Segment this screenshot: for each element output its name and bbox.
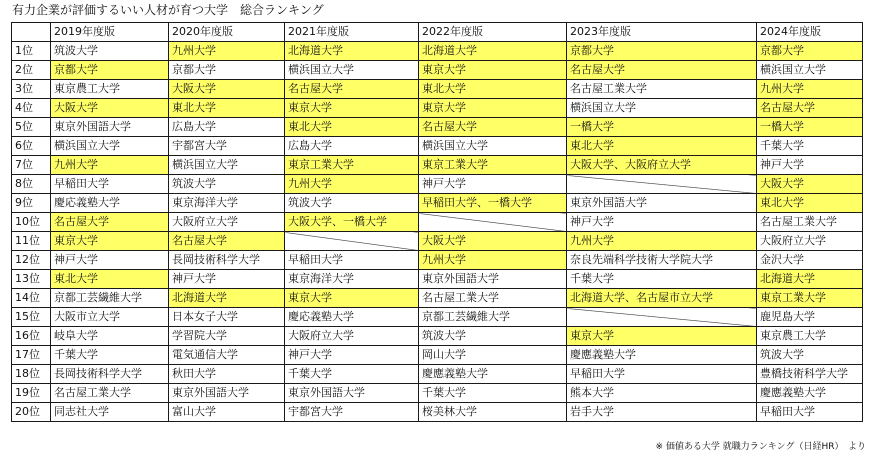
header-2019: 2019年度版 (51, 23, 169, 42)
rank-cell: 14位 (12, 289, 51, 308)
table-cell: 京都大学 (51, 61, 169, 80)
rank-cell: 19位 (12, 384, 51, 403)
table-cell: 大阪大学、大阪府立大学 (567, 156, 757, 175)
rank-cell: 15位 (12, 308, 51, 327)
tie-empty-cell (567, 175, 757, 194)
rank-cell: 16位 (12, 327, 51, 346)
table-row (12, 213, 863, 232)
table-cell: 一橋大学 (567, 118, 757, 137)
table-cell: 東北大学 (51, 270, 169, 289)
table-cell: 慶應義塾大学 (757, 384, 863, 403)
header-row (12, 23, 863, 42)
table-cell: 電気通信大学 (169, 346, 285, 365)
table-cell: 東京外国語大学 (51, 118, 169, 137)
header-2023: 2023年度版 (567, 23, 757, 42)
table-cell: 九州大学 (51, 156, 169, 175)
table-cell: 慶応義塾大学 (51, 194, 169, 213)
table-cell: 東京外国語大学 (169, 384, 285, 403)
table-row (12, 175, 863, 194)
page-title: 有力企業が評価するいい人材が育つ大学 総合ランキング (12, 3, 324, 17)
table-cell: 京都大学 (169, 61, 285, 80)
table-cell: 九州大学 (169, 42, 285, 61)
tie-empty-cell (567, 308, 757, 327)
table-row (12, 403, 863, 422)
rank-cell: 3位 (12, 80, 51, 99)
table-cell: 名古屋工業大学 (757, 213, 863, 232)
rank-cell: 20位 (12, 403, 51, 422)
table-cell: 東京大学 (285, 99, 419, 118)
table-cell: 名古屋大学 (285, 80, 419, 99)
table-cell: 北海道大学、名古屋市立大学 (567, 289, 757, 308)
table-cell: 名古屋大学 (567, 61, 757, 80)
table-cell: 名古屋工業大学 (567, 80, 757, 99)
table-cell: 大阪大学 (757, 175, 863, 194)
table-cell: 早稲田大学、一橋大学 (419, 194, 567, 213)
table-cell: 早稲田大学 (757, 403, 863, 422)
table-row (12, 61, 863, 80)
table-cell: 神戸大学 (757, 156, 863, 175)
rank-cell: 6位 (12, 137, 51, 156)
table-row (12, 99, 863, 118)
table-cell: 横浜国立大学 (169, 156, 285, 175)
table-cell: 九州大学 (567, 232, 757, 251)
table-cell: 北海道大学 (419, 42, 567, 61)
table-cell: 宇都宮大学 (169, 137, 285, 156)
table-cell: 東北大学 (419, 80, 567, 99)
rank-cell: 2位 (12, 61, 51, 80)
table-cell: 学習院大学 (169, 327, 285, 346)
table-cell: 東京農工大学 (51, 80, 169, 99)
table-cell: 熊本大学 (567, 384, 757, 403)
table-cell: 岩手大学 (567, 403, 757, 422)
table-row (12, 251, 863, 270)
table-cell: 東京大学 (285, 289, 419, 308)
table-cell: 東北大学 (285, 118, 419, 137)
rank-cell: 8位 (12, 175, 51, 194)
table-cell: 横浜国立大学 (567, 99, 757, 118)
table-cell: 名古屋大学 (169, 232, 285, 251)
rank-cell: 11位 (12, 232, 51, 251)
table-cell: 大阪大学 (169, 80, 285, 99)
table-cell: 岐阜大学 (51, 327, 169, 346)
table-cell: 北海道大学 (757, 270, 863, 289)
table-cell: 東北大学 (567, 137, 757, 156)
table-row (12, 327, 863, 346)
rank-cell: 9位 (12, 194, 51, 213)
table-cell: 長岡技術科学大学 (51, 365, 169, 384)
table-cell: 京都工芸繊維大学 (51, 289, 169, 308)
table-cell: 大阪大学、一橋大学 (285, 213, 419, 232)
table-cell: 東京工業大学 (757, 289, 863, 308)
table-cell: 奈良先端科学技術大学院大学 (567, 251, 757, 270)
table-cell: 筑波大学 (285, 194, 419, 213)
header-2020: 2020年度版 (169, 23, 285, 42)
table-cell: 富山大学 (169, 403, 285, 422)
table-cell: 桜美林大学 (419, 403, 567, 422)
table-cell: 神戸大学 (567, 213, 757, 232)
rank-cell: 1位 (12, 42, 51, 61)
table-cell: 大阪府立大学 (285, 327, 419, 346)
table-cell: 東京大学 (567, 327, 757, 346)
table-cell: 京都大学 (567, 42, 757, 61)
rank-cell: 13位 (12, 270, 51, 289)
table-cell: 大阪府立大学 (757, 232, 863, 251)
rank-cell: 12位 (12, 251, 51, 270)
rank-cell: 5位 (12, 118, 51, 137)
table-cell: 早稲田大学 (285, 251, 419, 270)
table-cell: 名古屋大学 (757, 99, 863, 118)
ranking-table (11, 22, 863, 422)
table-cell: 同志社大学 (51, 403, 169, 422)
table-row (12, 137, 863, 156)
table-cell: 大阪大学 (51, 99, 169, 118)
source-note: ※ 価値ある大学 就職力ランキング（日経HR） より (655, 442, 866, 452)
table-cell: 宇都宮大学 (285, 403, 419, 422)
table-cell: 横浜国立大学 (285, 61, 419, 80)
table-cell: 名古屋工業大学 (419, 289, 567, 308)
table-cell: 名古屋大学 (419, 118, 567, 137)
table-cell: 金沢大学 (757, 251, 863, 270)
table-cell: 大阪市立大学 (51, 308, 169, 327)
table-cell: 九州大学 (419, 251, 567, 270)
table-cell: 東京大学 (51, 232, 169, 251)
table-cell: 東北大学 (757, 194, 863, 213)
header-2021: 2021年度版 (285, 23, 419, 42)
table-cell: 千葉大学 (51, 346, 169, 365)
table-row (12, 42, 863, 61)
rank-cell: 10位 (12, 213, 51, 232)
rank-cell: 4位 (12, 99, 51, 118)
table-cell: 名古屋工業大学 (51, 384, 169, 403)
header-2022: 2022年度版 (419, 23, 567, 42)
table-cell: 慶應義塾大学 (419, 365, 567, 384)
table-cell: 早稲田大学 (51, 175, 169, 194)
table-cell: 早稲田大学 (567, 365, 757, 384)
table-cell: 神戸大学 (419, 175, 567, 194)
table-cell: 鹿児島大学 (757, 308, 863, 327)
table-cell: 筑波大学 (757, 346, 863, 365)
table-row (12, 232, 863, 251)
table-row (12, 270, 863, 289)
table-cell: 東京農工大学 (757, 327, 863, 346)
table-cell: 北海道大学 (285, 42, 419, 61)
table-cell: 慶応義塾大学 (285, 308, 419, 327)
table-row (12, 289, 863, 308)
table-row (12, 308, 863, 327)
table-cell: 広島大学 (285, 137, 419, 156)
table-row (12, 80, 863, 99)
table-cell: 神戸大学 (51, 251, 169, 270)
table-cell: 日本女子大学 (169, 308, 285, 327)
rank-cell: 18位 (12, 365, 51, 384)
table-cell: 京都大学 (757, 42, 863, 61)
table-cell: 千葉大学 (757, 137, 863, 156)
table-cell: 北海道大学 (169, 289, 285, 308)
table-cell: 大阪府立大学 (169, 213, 285, 232)
table-cell: 東京大学 (419, 99, 567, 118)
tie-empty-cell (285, 232, 419, 251)
table-cell: 九州大学 (285, 175, 419, 194)
table-cell: 千葉大学 (419, 384, 567, 403)
table-cell: 横浜国立大学 (419, 137, 567, 156)
table-cell: 東京外国語大学 (419, 270, 567, 289)
table-cell: 横浜国立大学 (757, 61, 863, 80)
table-cell: 東京海洋大学 (285, 270, 419, 289)
table-cell: 千葉大学 (567, 270, 757, 289)
table-cell: 東京工業大学 (419, 156, 567, 175)
rank-cell: 17位 (12, 346, 51, 365)
table-cell: 筑波大学 (419, 327, 567, 346)
table-cell: 神戸大学 (169, 270, 285, 289)
table-cell: 大阪大学 (419, 232, 567, 251)
table-cell: 筑波大学 (51, 42, 169, 61)
table-cell: 一橋大学 (757, 118, 863, 137)
table-row (12, 194, 863, 213)
table-row (12, 346, 863, 365)
rank-cell: 7位 (12, 156, 51, 175)
table-cell: 慶應義塾大学 (567, 346, 757, 365)
table-cell: 千葉大学 (285, 365, 419, 384)
header-2024: 2024年度版 (757, 23, 863, 42)
table-cell: 東北大学 (169, 99, 285, 118)
header-corner (12, 23, 51, 42)
table-row (12, 384, 863, 403)
table-cell: 九州大学 (757, 80, 863, 99)
table-cell: 東京大学 (419, 61, 567, 80)
table-cell: 豊橋技術科学大学 (757, 365, 863, 384)
table-row (12, 156, 863, 175)
table-cell: 秋田大学 (169, 365, 285, 384)
table-cell: 筑波大学 (169, 175, 285, 194)
table-cell: 東京工業大学 (285, 156, 419, 175)
table-cell: 東京海洋大学 (169, 194, 285, 213)
table-cell: 東京外国語大学 (567, 194, 757, 213)
table-cell: 京都工芸繊維大学 (419, 308, 567, 327)
table-cell: 名古屋大学 (51, 213, 169, 232)
table-row (12, 365, 863, 384)
table-cell: 広島大学 (169, 118, 285, 137)
tie-empty-cell (419, 213, 567, 232)
table-cell: 横浜国立大学 (51, 137, 169, 156)
table-row (12, 118, 863, 137)
table-cell: 東京外国語大学 (285, 384, 419, 403)
table-cell: 長岡技術科学大学 (169, 251, 285, 270)
table-cell: 神戸大学 (285, 346, 419, 365)
table-cell: 岡山大学 (419, 346, 567, 365)
